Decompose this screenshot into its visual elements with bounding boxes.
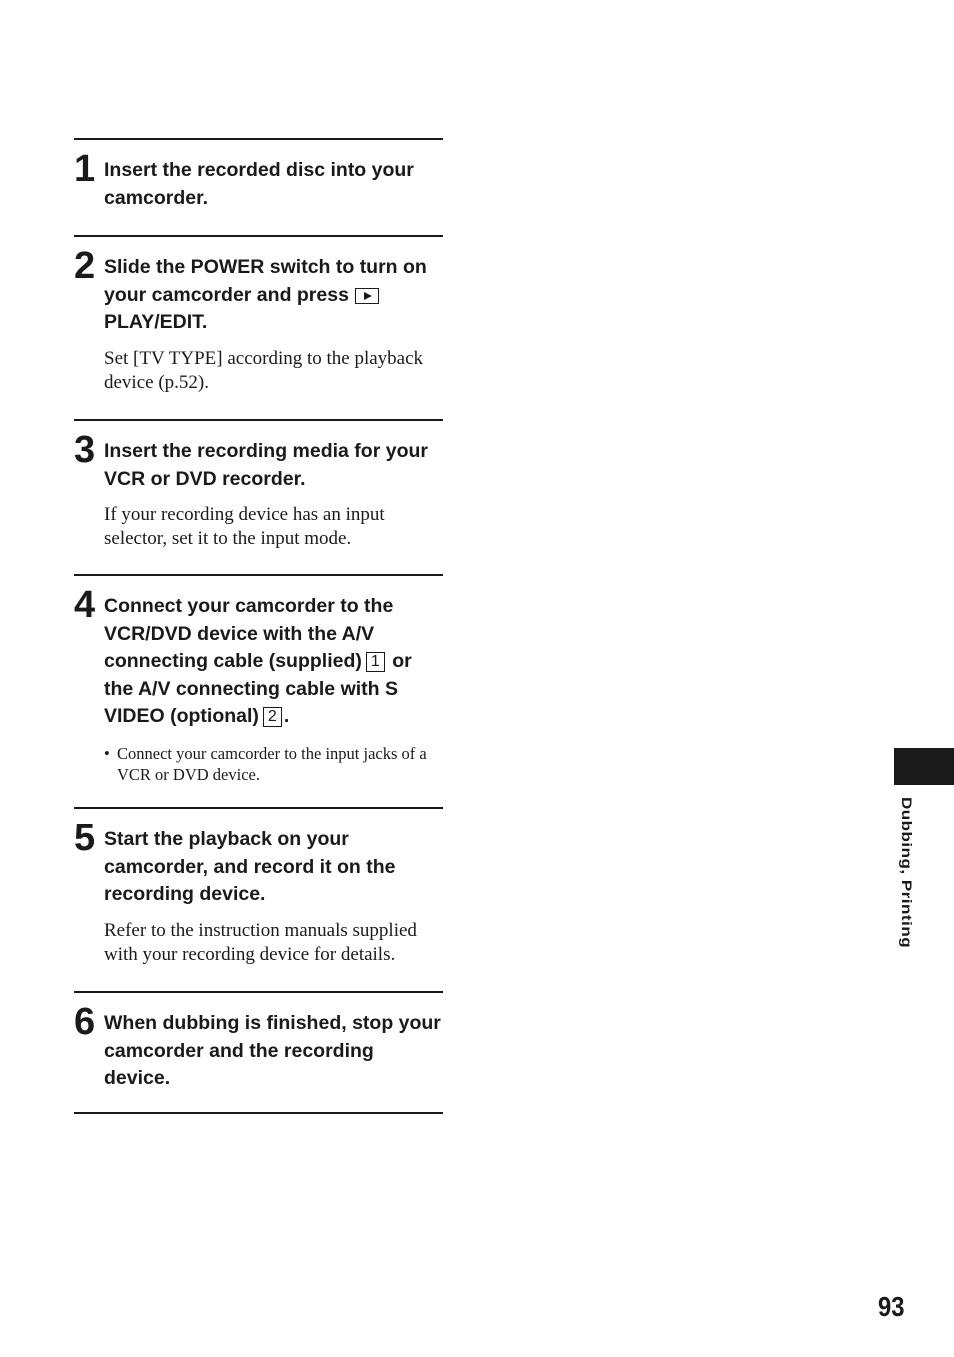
step-4 (74, 586, 444, 785)
note-text: Connect your camcorder to the input jacks of a VCR or DVD device. (117, 743, 427, 784)
step-heading (104, 247, 444, 337)
play-button-icon (355, 288, 379, 304)
bullet-symbol: • (104, 743, 110, 763)
step-heading-text: or the A/V connecting cable with S VIDEO (optional) (104, 650, 412, 728)
step-heading-text: . (283, 705, 290, 728)
note-bullet (104, 743, 444, 785)
step-body: Refer to the instruction manuals supplied with your recording device for details. (104, 919, 417, 965)
step-heading (104, 586, 444, 731)
step-heading: Insert the recording media for your VCR or DVD recorder. (104, 440, 428, 490)
step-1 (74, 150, 444, 212)
step-body: If your recording device has an input selector, set it to the input mode. (104, 504, 385, 550)
page-number: 93 (878, 1291, 905, 1322)
step-divider (74, 807, 443, 809)
step-heading-text: PLAY/EDIT. (104, 311, 208, 334)
step-body: Set [TV TYPE] according to the playback device (p.52). (104, 347, 424, 393)
step-number: 6 (74, 1001, 95, 1043)
figure-ref-2: 2 (263, 707, 282, 727)
step-divider (74, 138, 443, 140)
step-divider (74, 235, 443, 237)
step-number: 1 (74, 148, 95, 190)
step-divider (74, 419, 443, 421)
step-6 (74, 1003, 444, 1093)
step-heading: When dubbing is finished, stop your camcorder and the recording device. (104, 1012, 441, 1090)
step-3 (74, 431, 444, 551)
step-heading-text: Connect your camcorder to the VCR/DVD device with the A/V connecting cable (supplied) (104, 595, 394, 673)
step-heading-text: Slide the POWER switch to turn on your camcorder and press (104, 256, 427, 306)
step-2 (74, 247, 444, 395)
section-label: Dubbing, Printing (898, 797, 915, 949)
section-tab-marker (894, 748, 954, 785)
step-divider (74, 991, 443, 993)
step-divider (74, 1112, 443, 1114)
step-number: 4 (74, 584, 95, 626)
step-number: 5 (74, 817, 95, 859)
step-number: 3 (74, 429, 95, 471)
figure-ref-1: 1 (366, 652, 385, 672)
step-heading: Start the playback on your camcorder, and record it on the recording device. (104, 828, 396, 906)
step-heading: Insert the recorded disc into your camcorder. (104, 159, 414, 209)
step-5 (74, 819, 444, 967)
step-number: 2 (74, 245, 95, 287)
step-divider (74, 574, 443, 576)
